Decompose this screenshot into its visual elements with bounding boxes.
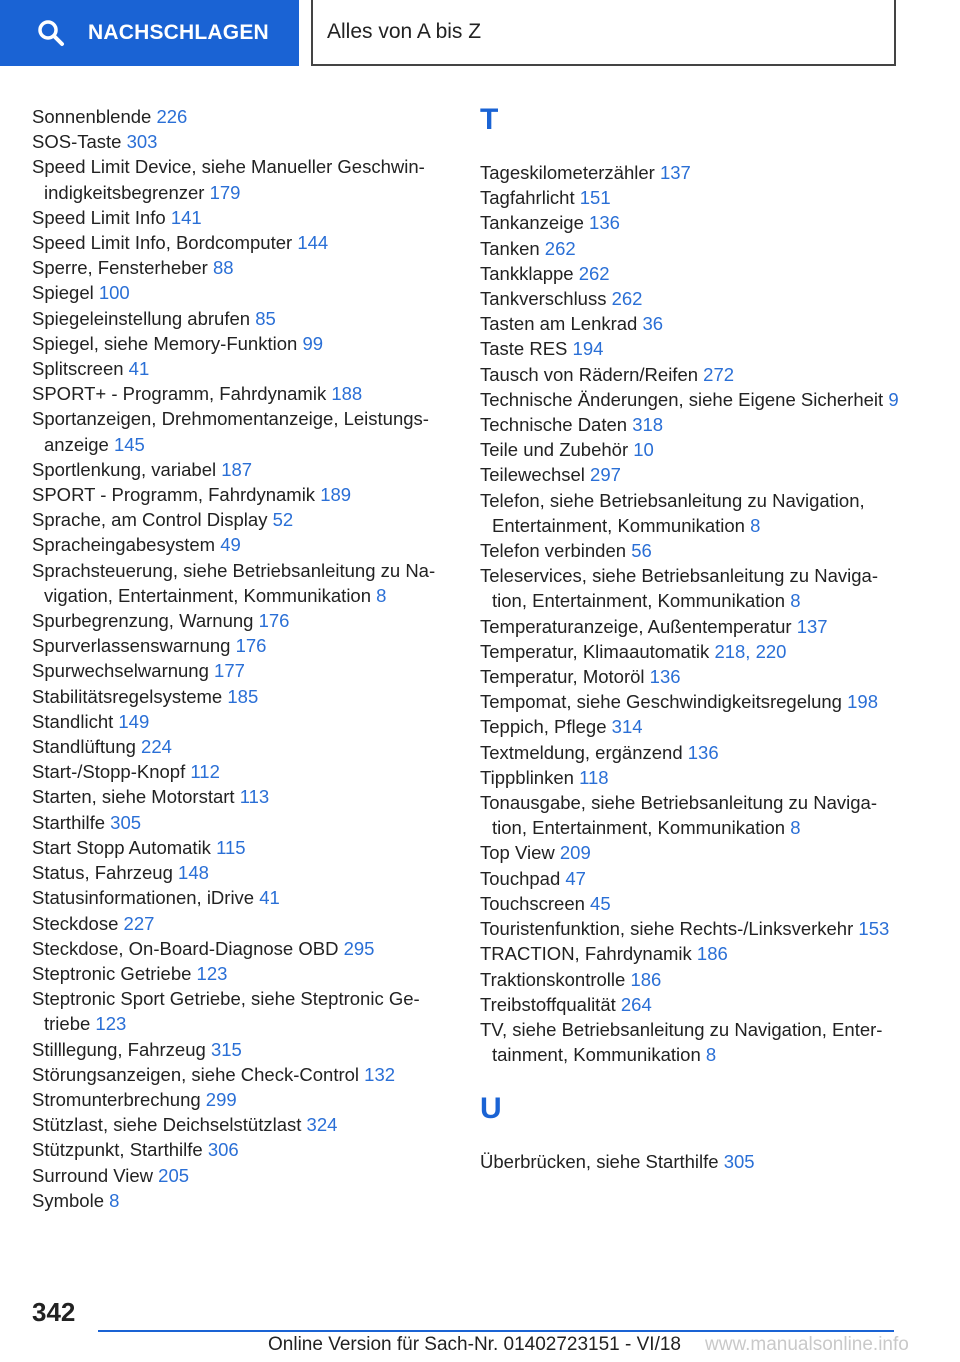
index-term: Stabilitätsregelsysteme [32,685,223,707]
index-entry [32,230,450,255]
index-entry [32,936,450,961]
page-reference-link[interactable]: 10 [633,439,654,461]
page-reference-link[interactable]: 226 [156,106,188,127]
footer-watermark: www.manualsonline.info [705,1334,909,1355]
index-term: Tankklappe [480,262,574,284]
index-entry [480,840,900,865]
index-term: Start Stopp Automatik [32,836,211,858]
index-term: Speed Limit Info, Bordcomputer [32,232,293,254]
page-reference-link[interactable]: 8 [750,514,761,536]
page-reference-link[interactable]: 145 [113,433,145,455]
page-reference-link[interactable]: 8 [790,590,801,612]
index-entry [480,664,900,689]
index-term: Spurwechselwarnung [32,660,209,682]
index-term: Touchscreen [480,892,585,914]
index-term: Speed Limit Info [32,206,166,228]
index-entry [480,714,900,739]
index-entry [32,280,450,305]
index-entry [480,639,900,664]
index-term: Standlüftung [32,736,136,758]
index-entry [480,412,900,437]
index-entry [32,759,450,784]
index-term: Stützlast, siehe Deichselstützlast [32,1114,302,1136]
index-entry [32,709,450,734]
page-reference-link[interactable]: 8 [376,584,387,606]
index-term: Steckdose [32,912,119,934]
index-term: Sonnenblende [32,106,152,127]
page-reference-link[interactable]: 218, 220 [714,640,787,662]
index-entry [480,488,900,538]
index-entry [32,1037,450,1062]
index-term: Technische Änderungen, siehe Eigene Sicherheit [480,388,884,410]
page-reference-link[interactable]: 205 [158,1164,190,1186]
index-term: Spurverlassenswarnung [32,635,231,657]
page-reference-link[interactable]: 36 [642,313,664,335]
page-reference-link[interactable]: 153 [858,918,890,940]
index-term: Telefon, siehe Betriebsanleitung zu Navigation, Entertainment, Kommunikation [480,489,865,536]
index-term: Tempomat, siehe Geschwindigkeitsregelung [480,691,842,713]
page-reference-link[interactable]: 45 [590,892,611,914]
index-term: Steckdose, On-Board-Diagnose OBD [32,937,339,959]
page-reference-link[interactable]: 8 [705,1044,717,1066]
page-reference-link[interactable]: 9 [888,388,899,410]
index-entry [32,129,450,154]
index-entry [32,1062,450,1087]
index-entry [32,1188,450,1213]
index-entry [480,311,900,336]
index-entry [480,563,900,613]
page-reference-link[interactable]: 314 [611,716,643,738]
page-reference-link[interactable]: 185 [227,685,259,707]
index-term: Statusinformationen, iDrive [32,887,255,909]
page-reference-link[interactable]: 112 [190,761,220,783]
page-reference-link[interactable]: 306 [207,1139,239,1161]
index-term: Speed Limit Device, siehe Manueller Geschwinindigkeitsbegrenzer [32,156,425,203]
index-entry [480,689,900,714]
page-reference-link[interactable]: 136 [589,212,620,234]
page-reference-link[interactable]: 141 [170,206,202,228]
index-entry [32,1163,450,1188]
index-term: Temperatur, Motoröl [480,666,645,688]
index-entry [480,765,900,790]
index-term: Stromunterbrechung [32,1088,201,1110]
index-entry [32,205,450,230]
page-reference-link[interactable]: 227 [123,912,155,934]
index-term: Standlicht [32,710,114,732]
index-entry [32,154,450,204]
index-term: Steptronic Getriebe [32,962,192,984]
index-entry [480,992,900,1017]
page-reference-link[interactable]: 303 [126,131,158,153]
index-term: Surround View [32,1164,154,1186]
index-entry [480,387,900,412]
top-navigation [0,0,960,68]
index-entry [480,1149,900,1174]
index-entry [32,104,450,129]
page-reference-link[interactable]: 41 [128,358,150,380]
index-term: Spiegel [32,282,94,304]
page-reference-link[interactable]: 264 [620,993,652,1015]
index-term: Sportlenkung, variabel [32,458,217,480]
index-entry [480,261,900,286]
section-letter-u: U [480,1092,502,1126]
nachschlagen-label: NACHSCHLAGEN [88,21,269,44]
footer-divider [98,1330,894,1332]
index-term: Tausch von Rädern/Reifen [480,363,699,385]
index-entry [32,885,450,910]
index-entry [480,866,900,891]
page-number: 342 [32,1297,76,1327]
index-term: Stilllegung, Fahrzeug [32,1038,206,1060]
index-term: Tankanzeige [480,212,584,234]
index-entry [32,961,450,986]
page-reference-link[interactable]: 315 [210,1038,242,1060]
index-term: Touchpad [480,867,561,889]
index-term: Teilewechsel [480,464,585,486]
index-entry [32,255,450,280]
index-entry [480,1017,900,1067]
index-term: Technische Daten [480,414,628,436]
index-entry [32,532,450,557]
page-reference-link[interactable]: 187 [221,458,253,480]
index-term: Spiegel, siehe Memory-Funktion [32,332,298,354]
page-reference-link[interactable]: 99 [302,332,324,354]
index-entry [32,835,450,860]
page-reference-link[interactable]: 136 [687,741,719,763]
index-entry [32,331,450,356]
index-term: Sprache, am Control Display [32,509,268,531]
index-column-right [480,104,900,1175]
index-term: Tonausgabe, siehe Betriebsanleitung zu Navigation, Entertainment, Kommunikation [480,792,877,839]
index-entry [480,740,900,765]
page-reference-link[interactable]: 188 [331,383,363,405]
page-reference-link[interactable]: 186 [696,943,728,965]
index-term: Tagfahrlicht [480,187,575,209]
index-entry [480,236,900,261]
search-icon [36,18,66,48]
index-term: Sperre, Fensterheber [32,257,208,279]
index-entry [480,286,900,311]
index-entry [480,160,900,185]
page-reference-link[interactable]: 41 [259,887,280,909]
index-term: Tageskilometerzähler [480,162,655,183]
page-reference-link[interactable]: 144 [297,232,329,254]
alles-a-bis-z-tab[interactable] [311,0,896,66]
index-entry [32,1137,450,1162]
page-reference-link[interactable]: 189 [320,484,352,506]
index-entry [480,967,900,992]
page-reference-link[interactable]: 305 [110,811,142,833]
index-term: Starthilfe [32,811,106,833]
nachschlagen-tab[interactable] [0,0,299,66]
index-entry [480,185,900,210]
page-reference-link[interactable]: 194 [572,338,604,360]
page-reference-link[interactable]: 148 [178,862,209,884]
page-reference-link[interactable]: 49 [220,534,241,556]
page-reference-link[interactable]: 123 [95,1013,127,1035]
index-entry [32,306,450,331]
page-reference-link[interactable]: 123 [196,962,228,984]
index-term: Start-/Stopp-Knopf [32,761,186,783]
index-entry [480,336,900,361]
index-entry [480,437,900,462]
page-reference-link[interactable]: 47 [565,867,586,889]
page-reference-link[interactable]: 136 [649,666,681,688]
index-term: Treibstoffqualität [480,993,616,1015]
index-term: Steptronic Sport Getriebe, siehe Steptronic Getriebe [32,988,420,1035]
index-term: Temperatur, Klimaautomatik [480,640,710,662]
page-reference-link[interactable]: 88 [212,257,234,279]
page-reference-link[interactable]: 137 [796,615,828,637]
index-entry [480,916,900,941]
page-reference-link[interactable]: 176 [258,610,290,632]
page-reference-link[interactable]: 113 [239,786,270,808]
page-reference-link[interactable]: 115 [216,836,246,858]
index-entry [32,356,450,381]
page-reference-link[interactable]: 151 [579,187,611,209]
index-term: SOS-Taste [32,131,122,153]
index-entry [32,658,450,683]
page-reference-link[interactable]: 262 [544,237,576,259]
page-reference-link[interactable]: 8 [790,817,801,839]
index-entry [32,1087,450,1112]
footer-version-text: Online Version für Sach-Nr. 01402723151 - VI/18 [268,1334,681,1355]
index-entry [32,406,450,456]
index-term: Sprachsteuerung, siehe Betriebsanleitung zu Navigation, Entertainment, Kommunikation [32,559,436,606]
index-term: Taste RES [480,338,568,360]
index-entry [32,507,450,532]
index-entry [32,633,450,658]
page-reference-link[interactable]: 186 [630,968,662,990]
index-entry [32,381,450,406]
page-reference-link[interactable]: 8 [109,1189,120,1211]
index-term: Teile und Zubehör [480,439,629,461]
index-term: Traktionskontrolle [480,968,626,990]
page-reference-link[interactable]: 297 [590,464,621,486]
page-reference-link[interactable]: 305 [723,1151,755,1173]
index-entry [32,558,450,608]
index-term: Teppich, Pflege [480,716,607,738]
index-entry [32,986,450,1036]
page-reference-link[interactable]: 224 [141,736,172,758]
page-reference-link[interactable]: 209 [559,842,591,864]
page-reference-link[interactable]: 295 [343,937,375,959]
index-term: Status, Fahrzeug [32,862,173,884]
index-term: Spiegeleinstellung abrufen [32,307,251,329]
index-entry [32,684,450,709]
index-entry [480,462,900,487]
index-term: SPORT+ - Programm, Fahrdynamik [32,383,327,405]
index-entry [480,790,900,840]
index-term: Textmeldung, ergänzend [480,741,683,763]
index-term: TRACTION, Fahrdynamik [480,943,692,965]
alles-a-bis-z-label: Alles von A bis Z [327,20,482,43]
index-term: SPORT - Programm, Fahrdynamik [32,484,316,506]
index-list-u [480,1149,900,1174]
index-entry [32,860,450,885]
page-reference-link[interactable]: 149 [118,710,150,732]
index-entry [480,362,900,387]
page-reference-link[interactable]: 262 [578,262,610,284]
page-reference-link[interactable]: 324 [306,1114,338,1136]
page-reference-link[interactable]: 177 [214,660,245,682]
index-term: Symbole [32,1189,104,1211]
index-term: Überbrücken, siehe Starthilfe [480,1151,719,1173]
page-reference-link[interactable]: 52 [272,509,294,531]
page-reference-link[interactable]: 262 [611,288,643,310]
page-reference-link[interactable]: 318 [632,414,664,436]
index-term: Splitscreen [32,358,124,380]
page-reference-link[interactable]: 132 [364,1063,396,1085]
index-term: Sportanzeigen, Drehmomentanzeige, Leistungsanzeige [32,408,429,455]
index-term: Telefon verbinden [480,540,627,562]
index-term: Starten, siehe Motorstart [32,786,235,808]
index-term: Temperaturanzeige, Außentemperatur [480,615,792,637]
index-list-t [480,160,900,1067]
page-reference-link[interactable]: 137 [659,162,691,183]
index-entry [32,608,450,633]
index-entry [32,810,450,835]
index-entry [32,911,450,936]
index-term: Spracheingabesystem [32,534,216,556]
page-reference-link[interactable]: 85 [255,307,276,329]
index-column-left [32,104,450,1213]
index-entry [32,784,450,809]
page-reference-link[interactable]: 56 [631,540,652,562]
page-reference-link[interactable]: 176 [235,635,267,657]
page-reference-link[interactable]: 100 [98,282,130,304]
index-term: Spurbegrenzung, Warnung [32,610,254,632]
index-entry [32,734,450,759]
section-letter-t: T [480,103,499,136]
page-reference-link[interactable]: 198 [847,691,878,713]
index-term: Tasten am Lenkrad [480,313,638,335]
index-term: Tankverschluss [480,288,607,310]
index-entry [480,538,900,563]
page-reference-link[interactable]: 118 [579,766,609,788]
page-reference-link[interactable]: 272 [703,363,735,385]
index-term: Touristenfunktion, siehe Rechts-/Linksverkehr [480,918,854,940]
index-term: Top View [480,842,555,864]
index-entry [32,482,450,507]
index-entry [32,457,450,482]
index-term: Störungsanzeigen, siehe Check-Control [32,1063,360,1085]
index-entry [480,941,900,966]
index-entry [32,1112,450,1137]
index-term: Teleservices, siehe Betriebsanleitung zu Navigation, Entertainment, Kommunikation [480,565,878,612]
index-term: Stützpunkt, Starthilfe [32,1139,203,1161]
page-reference-link[interactable]: 179 [209,181,241,203]
index-term: Tippblinken [480,766,574,788]
index-entry [480,210,900,235]
index-term: TV, siehe Betriebsanleitung zu Navigation, Entertainment, Kommunikation [480,1018,883,1066]
index-term: Tanken [480,237,540,259]
index-entry [480,891,900,916]
page-reference-link[interactable]: 299 [205,1088,237,1110]
index-entry [480,614,900,639]
